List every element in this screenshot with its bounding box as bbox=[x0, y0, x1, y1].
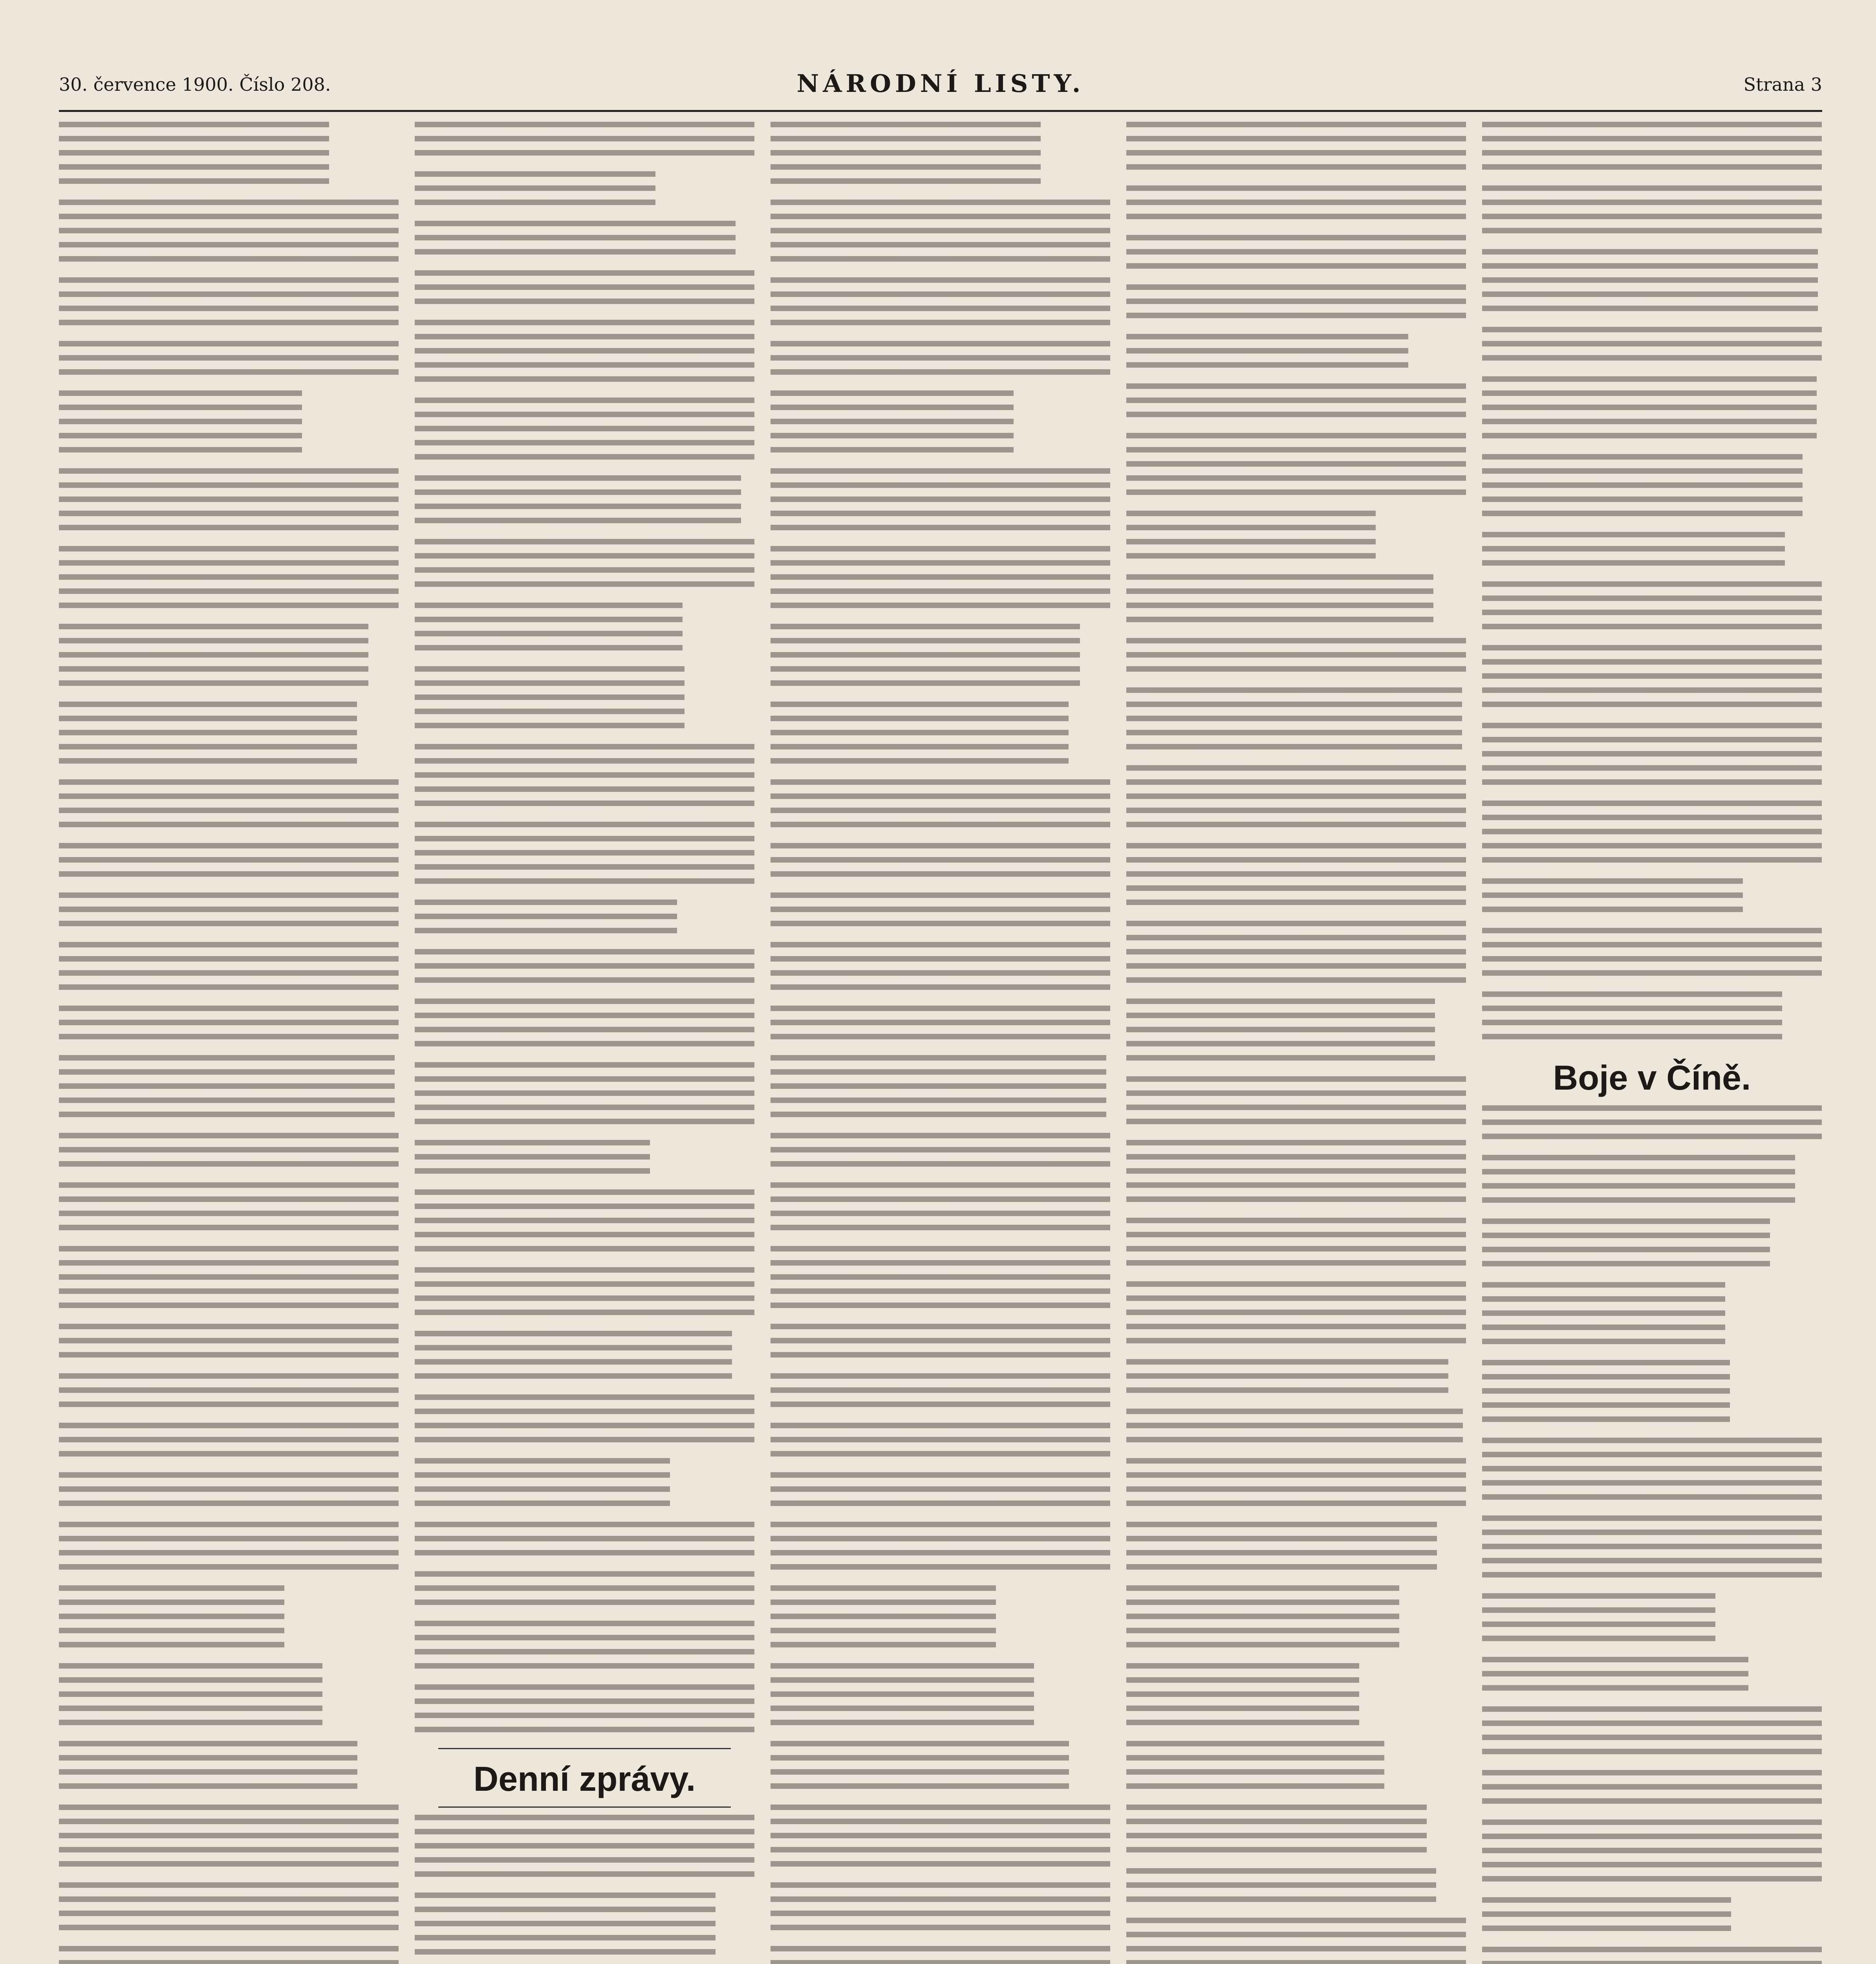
body-text-line-block bbox=[771, 1133, 1110, 1175]
body-text-line-block bbox=[59, 1373, 399, 1416]
body-text-line-block bbox=[1126, 1281, 1466, 1352]
body-text-line-block bbox=[59, 702, 399, 772]
body-text-line-block bbox=[771, 1472, 1110, 1515]
body-text-line-block bbox=[771, 1006, 1110, 1048]
body-text-line-block bbox=[1126, 1076, 1466, 1133]
body-text-line-block bbox=[1482, 327, 1822, 369]
body-text-line-block bbox=[1126, 1868, 1466, 1911]
divider bbox=[438, 1806, 731, 1808]
column-1-text bbox=[59, 122, 399, 1964]
body-text-line-block bbox=[1126, 921, 1466, 991]
body-text-line-block bbox=[415, 998, 754, 1055]
body-text-line-block bbox=[59, 779, 399, 836]
body-text-line-block bbox=[59, 1006, 399, 1048]
body-text-line-block bbox=[1482, 723, 1822, 793]
body-text-line-block bbox=[1482, 581, 1822, 638]
column-2 bbox=[415, 122, 754, 1964]
body-text-line-block bbox=[1126, 334, 1466, 376]
body-text-line-block bbox=[1482, 1282, 1822, 1353]
body-text-line-block bbox=[1126, 998, 1466, 1069]
body-text-line-block bbox=[415, 221, 754, 263]
body-text-line-block bbox=[59, 1946, 399, 1964]
body-text-line-block bbox=[59, 1246, 399, 1317]
body-text-line-block bbox=[771, 341, 1110, 383]
body-text-line-block bbox=[1482, 122, 1822, 178]
body-text-line-block bbox=[59, 1585, 399, 1656]
body-text-line-block bbox=[771, 1882, 1110, 1939]
body-text-line-block bbox=[1482, 1897, 1822, 1940]
body-text-line-block bbox=[1126, 185, 1466, 228]
body-text-line-block bbox=[771, 1055, 1110, 1126]
body-text-line-block bbox=[59, 942, 399, 998]
body-text-line-block bbox=[771, 390, 1110, 461]
newspaper-page bbox=[59, 67, 1822, 1964]
body-text-line-block bbox=[1126, 383, 1466, 426]
body-text-line-block bbox=[415, 1522, 754, 1564]
column-4-text-top bbox=[1126, 122, 1466, 1964]
body-text-line-block bbox=[1482, 1770, 1822, 1812]
body-text-line-block bbox=[59, 892, 399, 935]
body-text-line-block bbox=[1126, 843, 1466, 914]
body-text-line-block bbox=[59, 1663, 399, 1734]
body-text-line-block bbox=[1482, 185, 1822, 242]
body-text-line-block bbox=[1126, 1741, 1466, 1797]
body-text-line-block bbox=[1482, 1706, 1822, 1763]
body-text-line-block bbox=[1126, 1218, 1466, 1274]
body-text-line-block bbox=[415, 900, 754, 942]
body-text-line-block bbox=[1126, 1409, 1466, 1451]
body-text-line-block bbox=[1482, 928, 1822, 984]
column-3 bbox=[771, 122, 1110, 1964]
body-text-line-block bbox=[771, 277, 1110, 334]
body-text-line-block bbox=[1126, 638, 1466, 680]
body-text-line-block bbox=[771, 1246, 1110, 1317]
section-heading-denni-zpravy: Denní zprávy. bbox=[473, 1759, 696, 1798]
body-text-line-block bbox=[771, 942, 1110, 998]
newspaper-title: NÁRODNÍ LISTY. bbox=[796, 69, 1085, 98]
body-text-line-block bbox=[1482, 1438, 1822, 1508]
body-text-line-block bbox=[1482, 1155, 1822, 1211]
body-text-line-block bbox=[415, 398, 754, 468]
body-text-line-block bbox=[771, 1805, 1110, 1875]
body-text-line-block bbox=[59, 1741, 399, 1797]
body-text-line-block bbox=[1482, 801, 1822, 871]
body-text-line-block bbox=[59, 277, 399, 334]
body-text-line-block bbox=[1126, 284, 1466, 327]
body-text-line-block bbox=[1482, 645, 1822, 716]
body-text-line-block bbox=[1482, 532, 1822, 574]
body-text-line-block bbox=[771, 1741, 1110, 1797]
columns bbox=[59, 122, 1822, 1964]
body-text-line-block bbox=[771, 779, 1110, 836]
body-text-line-block bbox=[59, 1182, 399, 1239]
issue-date-number: 30. července 1900. Číslo 208. bbox=[59, 74, 331, 95]
body-text-line-block bbox=[415, 1140, 754, 1182]
body-text-line-block bbox=[771, 1182, 1110, 1239]
body-text-line-block bbox=[415, 1571, 754, 1614]
body-text-line-block bbox=[59, 1522, 399, 1578]
body-text-line-block bbox=[1126, 122, 1466, 178]
body-text-line-block bbox=[415, 1189, 754, 1260]
body-text-line-block bbox=[1126, 1522, 1466, 1578]
body-text-line-block bbox=[1126, 1140, 1466, 1211]
body-text-line-block bbox=[1126, 687, 1466, 758]
body-text-line-block bbox=[415, 1331, 754, 1387]
column-2-text-bottom bbox=[415, 1815, 754, 1964]
body-text-line-block bbox=[59, 1472, 399, 1515]
body-text-line-block bbox=[59, 1133, 399, 1175]
column-5-text-top bbox=[1482, 122, 1822, 1048]
body-text-line-block bbox=[59, 843, 399, 885]
body-text-line-block bbox=[1126, 1458, 1466, 1515]
body-text-line-block bbox=[415, 1394, 754, 1451]
divider bbox=[438, 1748, 731, 1749]
body-text-line-block bbox=[59, 1882, 399, 1939]
column-1 bbox=[59, 122, 399, 1964]
body-text-line-block bbox=[1126, 433, 1466, 504]
body-text-line-block bbox=[415, 1893, 754, 1963]
body-text-line-block bbox=[771, 1373, 1110, 1416]
body-text-line-block bbox=[59, 1055, 399, 1126]
body-text-line-block bbox=[771, 200, 1110, 270]
body-text-line-block bbox=[771, 468, 1110, 539]
body-text-line-block bbox=[415, 320, 754, 390]
body-text-line-block bbox=[771, 1522, 1110, 1578]
body-text-line-block bbox=[415, 475, 754, 532]
section-heading-boje-v-cine: Boje v Číně. bbox=[1553, 1058, 1751, 1097]
body-text-line-block bbox=[1482, 1947, 1822, 1964]
masthead bbox=[59, 67, 1822, 112]
body-text-line-block bbox=[1482, 1360, 1822, 1431]
body-text-line-block bbox=[1482, 1819, 1822, 1890]
body-text-line-block bbox=[1126, 1663, 1466, 1734]
body-text-line-block bbox=[1482, 1657, 1822, 1699]
body-text-line-block bbox=[771, 1585, 1110, 1656]
body-text-line-block bbox=[59, 624, 399, 694]
column-5-text-mid bbox=[1482, 1105, 1822, 1964]
body-text-line-block bbox=[415, 949, 754, 991]
body-text-line-block bbox=[415, 1815, 754, 1885]
body-text-line-block bbox=[415, 1621, 754, 1677]
body-text-line-block bbox=[771, 1423, 1110, 1465]
body-text-line-block bbox=[415, 1684, 754, 1741]
page-number: Strana 3 bbox=[1743, 74, 1822, 95]
body-text-line-block bbox=[415, 171, 754, 214]
body-text-line-block bbox=[415, 270, 754, 313]
body-text-line-block bbox=[415, 666, 754, 737]
body-text-line-block bbox=[1482, 376, 1822, 447]
body-text-line-block bbox=[771, 1324, 1110, 1366]
body-text-line-block bbox=[771, 546, 1110, 617]
body-text-line-block bbox=[415, 1267, 754, 1324]
column-3-text bbox=[771, 122, 1110, 1964]
column-2-text-top bbox=[415, 122, 754, 1741]
body-text-line-block bbox=[1126, 574, 1466, 631]
body-text-line-block bbox=[1482, 249, 1822, 320]
body-text-line-block bbox=[1482, 878, 1822, 921]
body-text-line-block bbox=[1482, 1593, 1822, 1650]
body-text-line-block bbox=[59, 546, 399, 617]
body-text-line-block bbox=[59, 341, 399, 383]
body-text-line-block bbox=[771, 122, 1110, 192]
body-text-line-block bbox=[415, 1062, 754, 1133]
body-text-line-block bbox=[1126, 1805, 1466, 1861]
body-text-line-block bbox=[1482, 1105, 1822, 1148]
body-text-line-block bbox=[1482, 1218, 1822, 1275]
body-text-line-block bbox=[415, 603, 754, 659]
body-text-line-block bbox=[59, 1423, 399, 1465]
body-text-line-block bbox=[771, 843, 1110, 885]
body-text-line-block bbox=[59, 1324, 399, 1366]
body-text-line-block bbox=[771, 702, 1110, 772]
body-text-line-block bbox=[1482, 1515, 1822, 1586]
body-text-line-block bbox=[415, 122, 754, 164]
body-text-line-block bbox=[59, 390, 399, 461]
body-text-line-block bbox=[1126, 235, 1466, 277]
body-text-line-block bbox=[1126, 1359, 1466, 1402]
body-text-line-block bbox=[771, 1663, 1110, 1734]
body-text-line-block bbox=[415, 539, 754, 595]
body-text-line-block bbox=[771, 624, 1110, 694]
body-text-line-block bbox=[415, 744, 754, 815]
column-5 bbox=[1482, 122, 1822, 1964]
body-text-line-block bbox=[1126, 1918, 1466, 1964]
column-4 bbox=[1126, 122, 1466, 1964]
body-text-line-block bbox=[1126, 1585, 1466, 1656]
body-text-line-block bbox=[771, 1946, 1110, 1964]
body-text-line-block bbox=[1126, 511, 1466, 567]
body-text-line-block bbox=[415, 1458, 754, 1515]
body-text-line-block bbox=[1482, 991, 1822, 1048]
body-text-line-block bbox=[771, 892, 1110, 935]
body-text-line-block bbox=[59, 1805, 399, 1875]
body-text-line-block bbox=[1482, 454, 1822, 525]
body-text-line-block bbox=[59, 468, 399, 539]
body-text-line-block bbox=[1126, 765, 1466, 836]
body-text-line-block bbox=[59, 122, 399, 192]
body-text-line-block bbox=[59, 200, 399, 270]
body-text-line-block bbox=[415, 822, 754, 892]
